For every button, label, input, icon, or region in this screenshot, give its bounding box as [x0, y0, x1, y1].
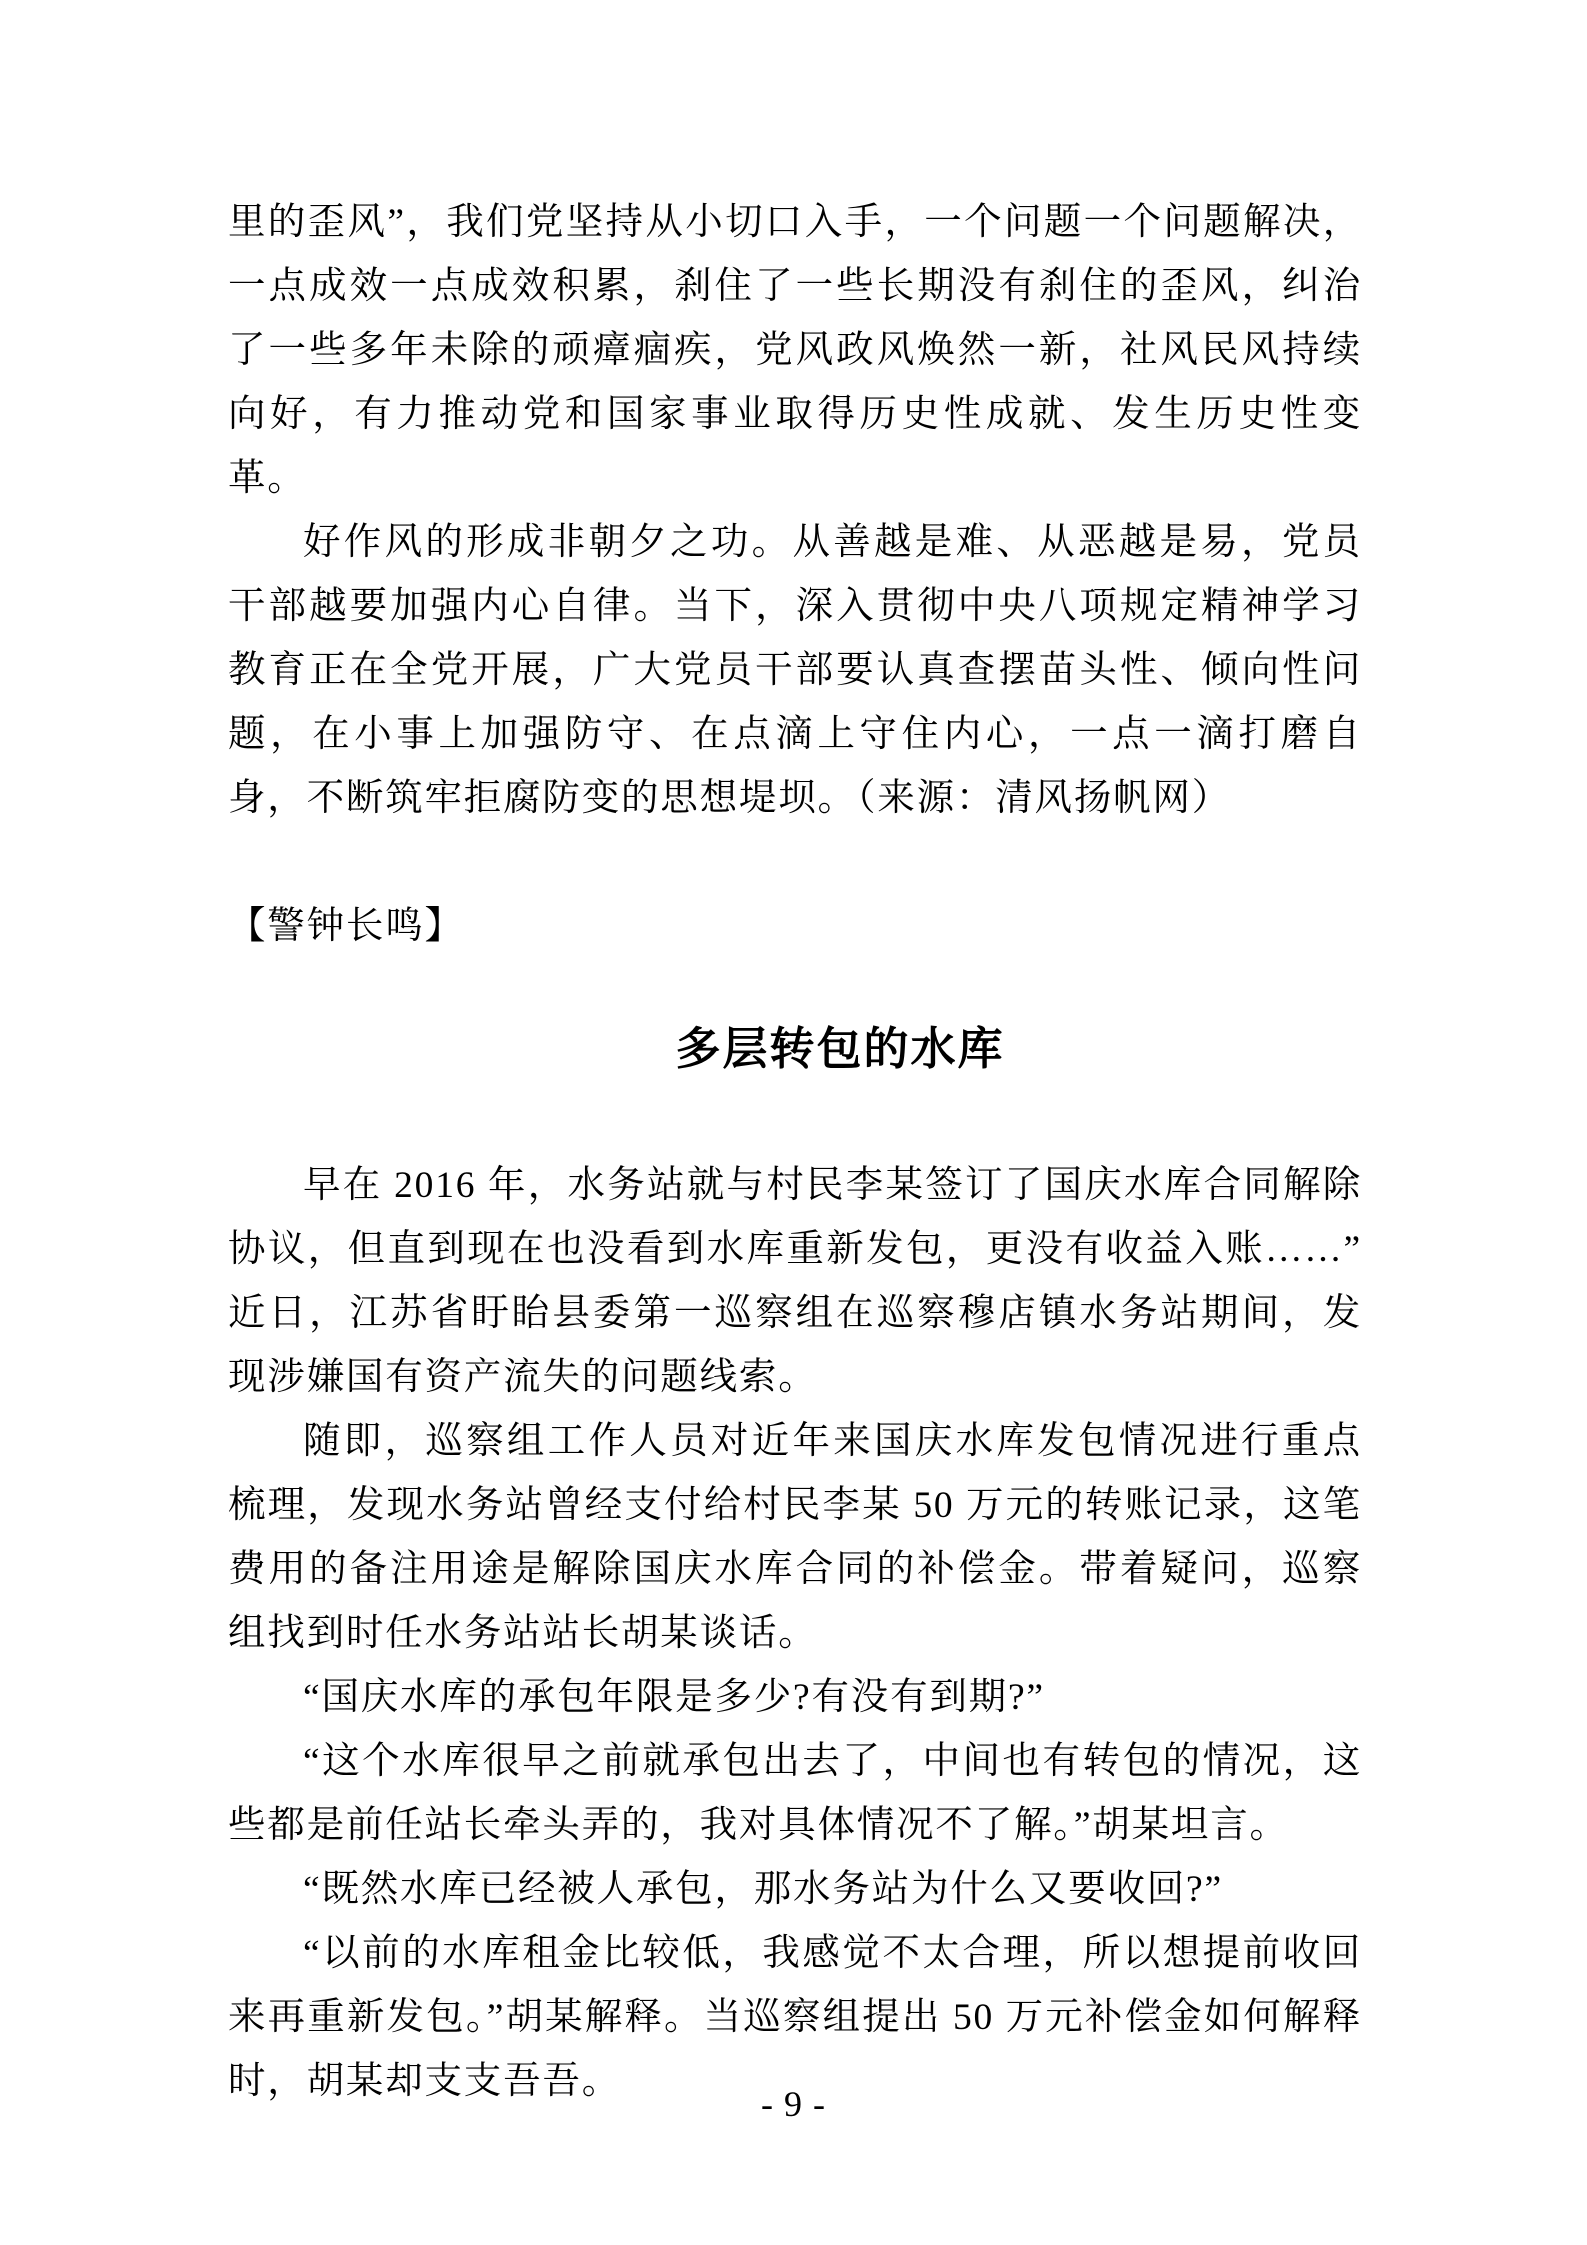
article-paragraph-3: “国庆水库的承包年限是多少?有没有到期?” [303, 1677, 1045, 1718]
article-paragraph-4: “这个水库很早之前就承包出去了，中间也有转包的情况，这些都是前任站长牵头弄的，我对具体情况不了解。”胡某坦言。 [228, 1741, 1362, 1846]
section-label: 【警钟长鸣】 [228, 906, 464, 947]
page-number: - 9 - [761, 2084, 826, 2124]
article-title: 多层转包的水库 [675, 1024, 1005, 1074]
intro-paragraph-2: 好作风的形成非朝夕之功。从善越是难、从恶越是易，党员干部越要加强内心自律。当下，深入贯彻中央八项规定精神学习教育正在全党开展，广大党员干部要认真查摆苗头性、倾向性问题，在小事上加强防守、在点滴上守住内心，一点一滴打磨自身，不断筑牢拒腐防变的思想堤坝。（来源：清风扬帆网） [228, 522, 1362, 819]
article-paragraph-5: “既然水库已经被人承包，那水务站为什么又要收回?” [303, 1869, 1223, 1910]
page-body-text [228, 191, 1362, 2114]
article-paragraph-2: 随即，巡察组工作人员对近年来国庆水库发包情况进行重点梳理，发现水务站曾经支付给村民李某 50 万元的转账记录，这笔费用的备注用途是解除国庆水库合同的补偿金。带着疑问，巡察组找到时任水务站站长胡某谈话。 [228, 1421, 1362, 1654]
article-paragraph-1: 早在 2016 年，水务站就与村民李某签订了国庆水库合同解除协议，但直到现在也没看到水库重新发包，更没有收益入账……”近日，江苏省盱眙县委第一巡察组在巡察穆店镇水务站期间，发现涉嫌国有资产流失的问题线索。 [228, 1165, 1362, 1398]
article-paragraph-6: “以前的水库租金比较低，我感觉不太合理，所以想提前收回来再重新发包。”胡某解释。当巡察组提出 50 万元补偿金如何解释时，胡某却支支吾吾。 [228, 1933, 1362, 2102]
intro-paragraph-1: 里的歪风”，我们党坚持从小切口入手，一个问题一个问题解决，一点成效一点成效积累，刹住了一些长期没有刹住的歪风，纠治了一些多年未除的顽瘴痼疾，党风政风焕然一新，社风民风持续向好，有力推动党和国家事业取得历史性成就、发生历史性变革。 [228, 202, 1362, 499]
